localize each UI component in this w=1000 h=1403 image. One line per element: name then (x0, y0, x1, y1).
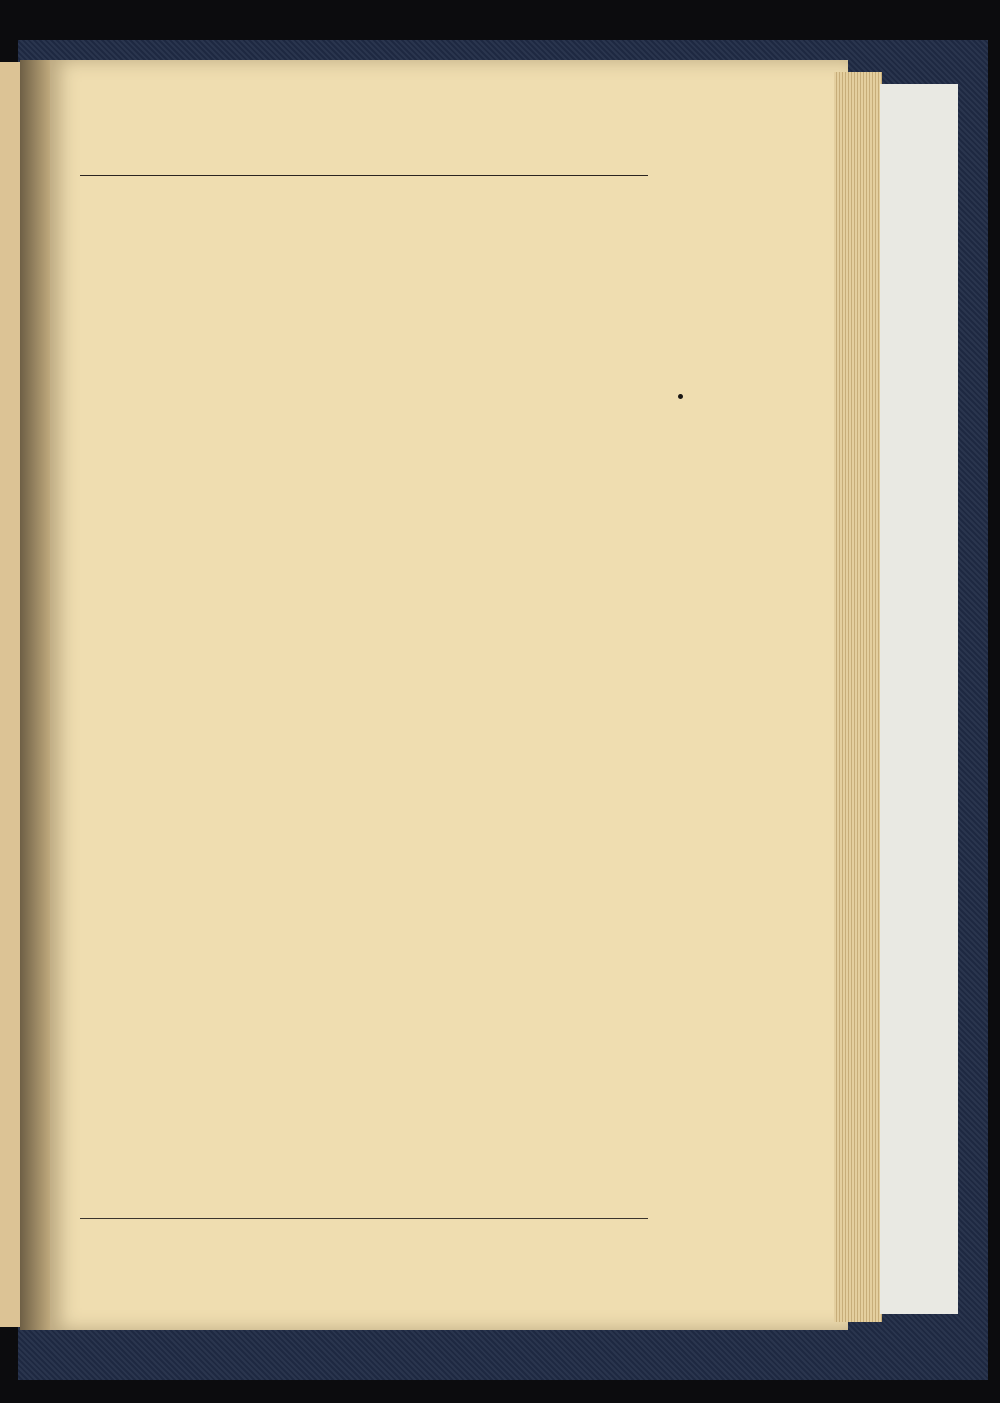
book-page (50, 60, 848, 1330)
header-rule (80, 175, 648, 176)
margin-dot (678, 394, 683, 399)
bottom-rule (80, 1218, 648, 1219)
book-gutter (20, 60, 54, 1330)
endpaper (880, 84, 958, 1314)
page-edges (834, 72, 882, 1322)
facing-page-edge (0, 62, 22, 1327)
